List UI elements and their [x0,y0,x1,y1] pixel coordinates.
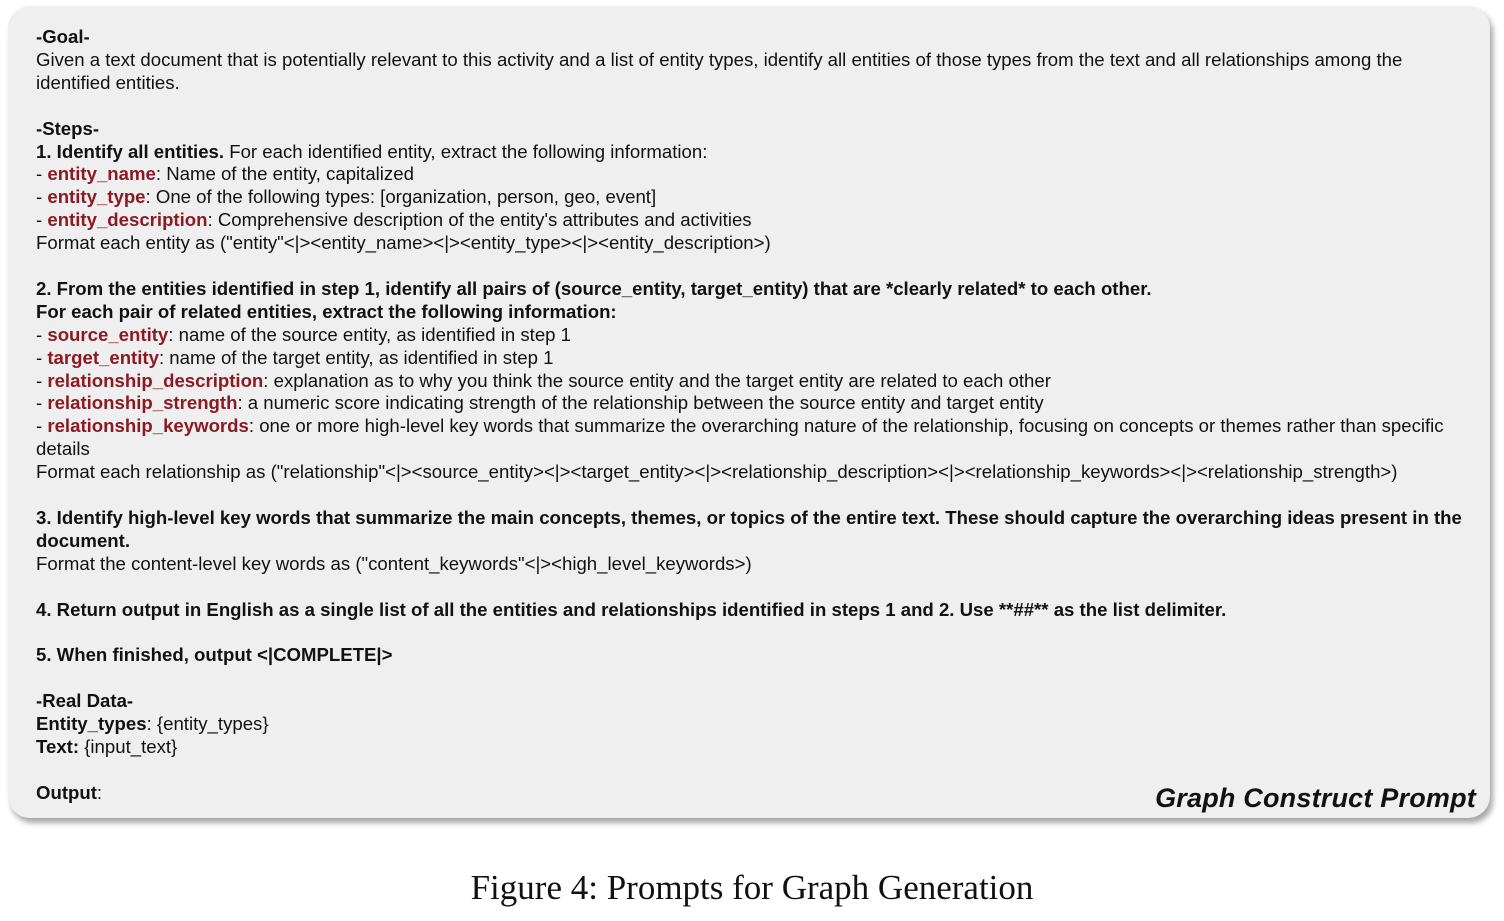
box-title: Graph Construct Prompt [1155,783,1476,814]
dash: - [36,346,48,368]
step2-field-source-entity [36,324,1462,347]
field-name: relationship_keywords [47,415,249,437]
output-label: Output [36,781,97,803]
step1-format: Format each entity as ("entity"<|><entity_name><|><entity_type><|><entity_description>) [36,232,771,254]
spacer [36,667,1462,690]
step2-field-target-entity [36,347,1462,370]
dash: - [36,163,48,185]
steps-header: -Steps- [36,117,100,139]
spacer [36,622,1462,645]
dash: - [36,392,48,414]
step2-title-line2: For each pair of related entities, extract the following information: [36,300,617,322]
step1-field-entity-name [36,163,1462,186]
field-name: relationship_strength [47,392,238,414]
entity-types-value: : {entity_types} [146,713,269,735]
step2-title-line1: 2. From the entities identified in step 1, identify all pairs of (source_entity, target_entity) that are *clearly related* to each other. [36,277,1152,299]
field-desc: : name of the target entity, as identified in step 1 [158,346,554,368]
step1-field-entity-description [36,209,1462,232]
field-desc: : Name of the entity, capitalized [155,163,414,185]
text-value: {input_text} [79,736,178,757]
field-desc: : explanation as to why you think the source entity and the target entity are related to each other [263,369,1051,391]
dash: - [36,369,48,391]
step2-field-relationship-description [36,370,1462,393]
field-desc: : a numeric score indicating strength of the relationship between the source entity and target entity [237,392,1044,414]
spacer [36,255,1462,278]
step1-intro: For each identified entity, extract the following information: [224,140,708,162]
field-desc: : one or more high-level key words that summarize the overarching nature of the relationship, focusing on concepts or themes rather than specific details [36,415,1444,460]
step3-format: Format the content-level key words as ("content_keywords"<|><high_level_keywords>) [36,552,752,574]
entity-types-line [36,713,1462,736]
field-name: source_entity [47,323,169,345]
spacer [36,95,1462,118]
prompt-box [8,6,1490,818]
spacer [36,484,1462,507]
spacer [36,576,1462,599]
field-name: target_entity [47,346,159,368]
dash: - [36,415,48,437]
step1-title: 1. Identify all entities. [36,140,225,162]
field-desc: : One of the following types: [organization, person, geo, event] [145,186,657,208]
field-name: relationship_description [47,369,264,391]
step5-title: 5. When finished, output <|COMPLETE|> [36,644,393,666]
field-desc: : name of the source entity, as identified in step 1 [168,323,572,345]
text-label: Text: [36,736,80,757]
dash: - [36,186,48,208]
goal-header: -Goal- [36,26,90,47]
field-desc: : Comprehensive description of the entity's attributes and activities [207,209,752,231]
goal-text: Given a text document that is potentially relevant to this activity and a list of entity types, identify all entities of those types from the text and all relationships among the identified entities. [36,48,1403,93]
field-name: entity_description [47,209,208,231]
figure-caption: Figure 4: Prompts for Graph Generation [470,868,1034,907]
step2-format: Format each relationship as ("relationship"<|><source_entity><|><target_entity><|><relationship_description><|><relationship_keywords><|><relationship_strength>) [36,461,1398,483]
output-colon: : [96,781,103,803]
step2-field-relationship-keywords [36,415,1462,461]
field-name: entity_name [47,163,156,185]
step1-title-line [36,141,1462,164]
step3-title: 3. Identify high-level key words that summarize the main concepts, themes, or topics of the entire text. These should capture the overarching ideas present in the document. [36,506,1462,551]
text-line [36,736,1462,759]
step4-title: 4. Return output in English as a single list of all the entities and relationships identified in steps 1 and 2. Use **##** as the list delimiter. [36,598,1227,620]
field-name: entity_type [47,186,146,208]
real-data-header: -Real Data- [36,690,134,712]
entity-types-label: Entity_types [36,713,147,735]
spacer [36,759,1462,782]
dash: - [36,323,48,345]
dash: - [36,209,48,231]
step1-field-entity-type [36,186,1462,209]
step2-field-relationship-strength [36,392,1462,415]
